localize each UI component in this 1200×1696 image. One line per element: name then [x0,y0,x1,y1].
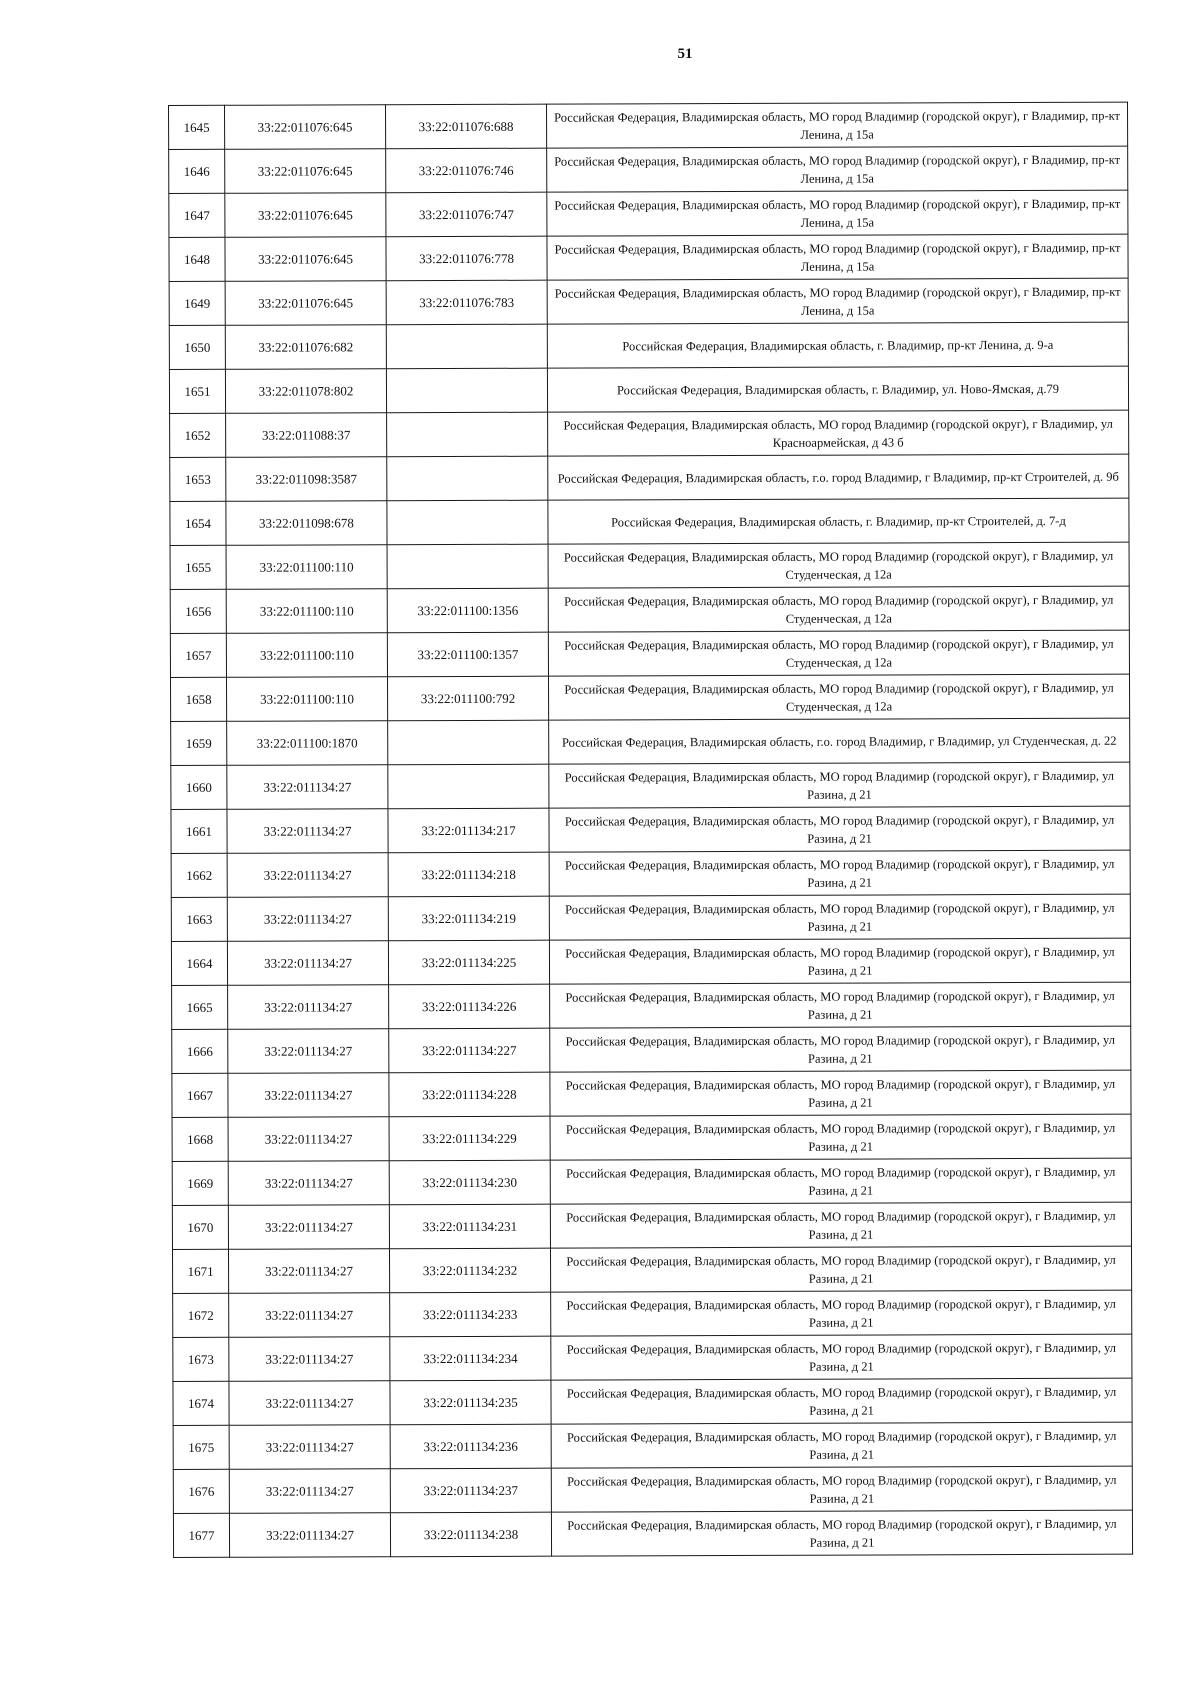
table-row [170,498,1129,545]
address-cell: Российская Федерация, Владимирская область, МО город Владимир (городской округ), г Владимир, ул Разина, д 21 [551,1466,1132,1512]
address-cell: Российская Федерация, Владимирская область, г. Владимир, пр-кт Строителей, д. 7-д [548,498,1129,544]
sub-cadastral-number-cell: 33:22:011134:232 [389,1248,550,1293]
cadastral-number-cell: 33:22:011134:27 [227,809,388,854]
table-row [169,278,1128,325]
table-row [170,586,1129,633]
sub-cadastral-number-cell: 33:22:011134:225 [388,940,549,985]
cadastral-number-cell: 33:22:011078:802 [225,369,386,414]
cadastral-number-cell: 33:22:011134:27 [228,1117,389,1162]
address-cell: Российская Федерация, Владимирская область, МО город Владимир (городской округ), г Владимир, ул Разина, д 21 [550,1070,1131,1116]
cadastral-number-cell: 33:22:011098:678 [226,501,387,546]
cadastral-number-cell: 33:22:011134:27 [228,1161,389,1206]
address-cell: Российская Федерация, Владимирская область, МО город Владимир (городской округ), г Владимир, ул Разина, д 21 [550,1158,1131,1204]
sub-cadastral-number-cell [387,412,548,457]
address-cell: Российская Федерация, Владимирская область, МО город Владимир (городской округ), г Владимир, ул Разина, д 21 [550,1114,1131,1160]
cadastral-number-cell: 33:22:011134:27 [229,1513,390,1558]
sub-cadastral-number-cell: 33:22:011076:783 [386,280,547,325]
sub-cadastral-number-cell [386,324,547,369]
row-number-cell: 1658 [170,677,226,721]
table-row [173,1510,1132,1557]
address-cell: Российская Федерация, Владимирская область, МО город Владимир (городской округ), г Владимир, ул Студенческая, д 12а [548,586,1129,632]
table-row [171,762,1130,809]
address-cell: Российская Федерация, Владимирская область, МО город Владимир (городской округ), г Владимир, ул Разина, д 21 [551,1510,1132,1556]
row-number-cell: 1655 [170,545,226,589]
page-number: 51 [677,46,693,62]
cadastral-number-cell: 33:22:011134:27 [229,1469,390,1514]
cadastral-number-cell: 33:22:011076:645 [225,193,386,238]
sub-cadastral-number-cell: 33:22:011100:1357 [387,632,548,677]
row-number-cell: 1670 [172,1205,228,1249]
address-cell: Российская Федерация, Владимирская область, МО город Владимир (городской округ), г Владимир, ул Разина, д 21 [551,1422,1132,1468]
sub-cadastral-number-cell: 33:22:011076:746 [386,148,547,193]
table-row [169,234,1128,281]
table-row [169,190,1128,237]
row-number-cell: 1668 [172,1117,228,1161]
table-row [170,674,1129,721]
address-cell: Российская Федерация, Владимирская область, МО город Владимир (городской округ), г Владимир, ул Разина, д 21 [550,1202,1131,1248]
row-number-cell: 1657 [170,633,226,677]
row-number-cell: 1676 [173,1469,229,1513]
sub-cadastral-number-cell [387,544,548,589]
table-row [173,1422,1132,1469]
cadastral-number-cell: 33:22:011134:27 [228,1205,389,1250]
sub-cadastral-number-cell: 33:22:011134:227 [389,1028,550,1073]
cadastral-number-cell: 33:22:011134:27 [229,1293,390,1338]
table-row [169,146,1128,193]
sub-cadastral-number-cell: 33:22:011134:219 [388,896,549,941]
sub-cadastral-number-cell: 33:22:011134:231 [389,1204,550,1249]
address-cell: Российская Федерация, Владимирская область, МО город Владимир (городской округ), г Владимир, ул Разина, д 21 [549,938,1130,984]
row-number-cell: 1663 [171,897,227,941]
table-row [171,718,1130,765]
row-number-cell: 1665 [172,985,228,1029]
address-cell: Российская Федерация, Владимирская область, МО город Владимир (городской округ), г Владимир, ул Разина, д 21 [549,850,1130,896]
address-cell: Российская Федерация, Владимирская область, МО город Владимир (городской округ), г Владимир, пр-кт Ленина, д 15а [547,190,1128,236]
address-cell: Российская Федерация, Владимирская область, г.о. город Владимир, г Владимир, ул Студенческая, д. 22 [549,718,1130,764]
cadastral-number-cell: 33:22:011098:3587 [226,457,387,502]
registry-table [168,102,1133,1558]
cadastral-number-cell: 33:22:011134:27 [227,897,388,942]
sub-cadastral-number-cell [388,720,549,765]
cadastral-number-cell: 33:22:011100:110 [226,633,387,678]
sub-cadastral-number-cell: 33:22:011134:236 [390,1424,551,1469]
cadastral-number-cell: 33:22:011134:27 [228,1029,389,1074]
address-cell: Российская Федерация, Владимирская область, МО город Владимир (городской округ), г Владимир, ул Разина, д 21 [549,806,1130,852]
table-row [172,1070,1131,1117]
sub-cadastral-number-cell: 33:22:011134:226 [389,984,550,1029]
row-number-cell: 1662 [171,853,227,897]
row-number-cell: 1646 [169,149,225,193]
address-cell: Российская Федерация, Владимирская область, г. Владимир, ул. Ново-Ямская, д.79 [547,366,1128,412]
sub-cadastral-number-cell: 33:22:011134:228 [389,1072,550,1117]
cadastral-number-cell: 33:22:011134:27 [228,1249,389,1294]
cadastral-number-cell: 33:22:011100:110 [226,545,387,590]
registry-table-wrapper [168,102,1133,1558]
address-cell: Российская Федерация, Владимирская область, г.о. город Владимир, г Владимир, пр-кт Строителей, д. 9б [548,454,1129,500]
sub-cadastral-number-cell: 33:22:011134:229 [389,1116,550,1161]
row-number-cell: 1653 [170,457,226,501]
row-number-cell: 1656 [170,589,226,633]
cadastral-number-cell: 33:22:011100:110 [226,677,387,722]
table-row [171,894,1130,941]
table-row [169,366,1128,413]
table-row [173,1466,1132,1513]
address-cell: Российская Федерация, Владимирская область, МО город Владимир (городской округ), г Владимир, ул Разина, д 21 [551,1290,1132,1336]
cadastral-number-cell: 33:22:011134:27 [227,853,388,898]
table-row [172,1026,1131,1073]
row-number-cell: 1671 [172,1249,228,1293]
table-row [173,1378,1132,1425]
sub-cadastral-number-cell: 33:22:011134:230 [389,1160,550,1205]
sub-cadastral-number-cell: 33:22:011100:1356 [387,588,548,633]
table-row [170,410,1129,457]
address-cell: Российская Федерация, Владимирская область, МО город Владимир (городской округ), г Владимир, ул Студенческая, д 12а [548,674,1129,720]
address-cell: Российская Федерация, Владимирская область, МО город Владимир (городской округ), г Владимир, ул Красноармейская, д 43 б [548,410,1129,456]
sub-cadastral-number-cell: 33:22:011134:234 [390,1336,551,1381]
sub-cadastral-number-cell: 33:22:011134:238 [390,1512,551,1557]
row-number-cell: 1650 [169,325,225,369]
row-number-cell: 1669 [172,1161,228,1205]
table-row [169,322,1128,369]
row-number-cell: 1672 [173,1293,229,1337]
address-cell: Российская Федерация, Владимирская область, МО город Владимир (городской округ), г Владимир, ул Разина, д 21 [550,982,1131,1028]
cadastral-number-cell: 33:22:011076:682 [225,325,386,370]
table-row [171,938,1130,985]
row-number-cell: 1664 [171,941,227,985]
sub-cadastral-number-cell [387,456,548,501]
cadastral-number-cell: 33:22:011076:645 [225,281,386,326]
sub-cadastral-number-cell: 33:22:011100:792 [387,676,548,721]
table-row [173,1290,1132,1337]
row-number-cell: 1648 [169,237,225,281]
address-cell: Российская Федерация, Владимирская область, МО город Владимир (городской округ), г Владимир, ул Разина, д 21 [550,1026,1131,1072]
address-cell: Российская Федерация, Владимирская область, МО город Владимир (городской округ), г Владимир, ул Студенческая, д 12а [548,542,1129,588]
row-number-cell: 1673 [173,1337,229,1381]
cadastral-number-cell: 33:22:011100:1870 [227,721,388,766]
address-cell: Российская Федерация, Владимирская область, МО город Владимир (городской округ), г Владимир, пр-кт Ленина, д 15а [546,102,1127,148]
row-number-cell: 1660 [171,765,227,809]
row-number-cell: 1645 [169,105,225,149]
table-row [172,1202,1131,1249]
address-cell: Российская Федерация, Владимирская область, г. Владимир, пр-кт Ленина, д. 9-а [547,322,1128,368]
row-number-cell: 1649 [169,281,225,325]
row-number-cell: 1651 [169,369,225,413]
sub-cadastral-number-cell: 33:22:011076:688 [386,104,547,149]
cadastral-number-cell: 33:22:011076:645 [225,237,386,282]
cadastral-number-cell: 33:22:011076:645 [225,105,386,150]
address-cell: Российская Федерация, Владимирская область, МО город Владимир (городской округ), г Владимир, пр-кт Ленина, д 15а [547,278,1128,324]
row-number-cell: 1647 [169,193,225,237]
address-cell: Российская Федерация, Владимирская область, МО город Владимир (городской округ), г Владимир, пр-кт Ленина, д 15а [547,234,1128,280]
table-row [171,806,1130,853]
cadastral-number-cell: 33:22:011134:27 [229,1381,390,1426]
table-row [172,1114,1131,1161]
sub-cadastral-number-cell: 33:22:011076:747 [386,192,547,237]
row-number-cell: 1654 [170,501,226,545]
cadastral-number-cell: 33:22:011134:27 [229,1337,390,1382]
sub-cadastral-number-cell [388,764,549,809]
table-row [169,102,1128,149]
row-number-cell: 1659 [171,721,227,765]
table-row [172,1158,1131,1205]
sub-cadastral-number-cell: 33:22:011134:217 [388,808,549,853]
cadastral-number-cell: 33:22:011088:37 [226,413,387,458]
cadastral-number-cell: 33:22:011134:27 [229,1425,390,1470]
row-number-cell: 1666 [172,1029,228,1073]
sub-cadastral-number-cell: 33:22:011134:235 [390,1380,551,1425]
address-cell: Российская Федерация, Владимирская область, МО город Владимир (городской округ), г Владимир, ул Разина, д 21 [549,762,1130,808]
sub-cadastral-number-cell: 33:22:011134:237 [390,1468,551,1513]
table-row [170,630,1129,677]
row-number-cell: 1675 [173,1425,229,1469]
row-number-cell: 1652 [170,413,226,457]
sub-cadastral-number-cell: 33:22:011134:218 [388,852,549,897]
sub-cadastral-number-cell [386,368,547,413]
address-cell: Российская Федерация, Владимирская область, МО город Владимир (городской округ), г Владимир, ул Разина, д 21 [550,1246,1131,1292]
sub-cadastral-number-cell: 33:22:011134:233 [390,1292,551,1337]
cadastral-number-cell: 33:22:011076:645 [225,149,386,194]
row-number-cell: 1667 [172,1073,228,1117]
cadastral-number-cell: 33:22:011134:27 [228,985,389,1030]
cadastral-number-cell: 33:22:011134:27 [228,1073,389,1118]
address-cell: Российская Федерация, Владимирская область, МО город Владимир (городской округ), г Владимир, пр-кт Ленина, д 15а [547,146,1128,192]
address-cell: Российская Федерация, Владимирская область, МО город Владимир (городской округ), г Владимир, ул Разина, д 21 [551,1334,1132,1380]
row-number-cell: 1677 [173,1513,229,1557]
table-row [170,454,1129,501]
sub-cadastral-number-cell [387,500,548,545]
address-cell: Российская Федерация, Владимирская область, МО город Владимир (городской округ), г Владимир, ул Разина, д 21 [549,894,1130,940]
sub-cadastral-number-cell: 33:22:011076:778 [386,236,547,281]
table-row [171,850,1130,897]
table-row [170,542,1129,589]
cadastral-number-cell: 33:22:011100:110 [226,589,387,634]
row-number-cell: 1661 [171,809,227,853]
table-row [173,1334,1132,1381]
table-row [172,982,1131,1029]
table-row [172,1246,1131,1293]
address-cell: Российская Федерация, Владимирская область, МО город Владимир (городской округ), г Владимир, ул Разина, д 21 [551,1378,1132,1424]
registry-table-body [169,102,1133,1557]
row-number-cell: 1674 [173,1381,229,1425]
address-cell: Российская Федерация, Владимирская область, МО город Владимир (городской округ), г Владимир, ул Студенческая, д 12а [548,630,1129,676]
cadastral-number-cell: 33:22:011134:27 [227,765,388,810]
cadastral-number-cell: 33:22:011134:27 [227,941,388,986]
